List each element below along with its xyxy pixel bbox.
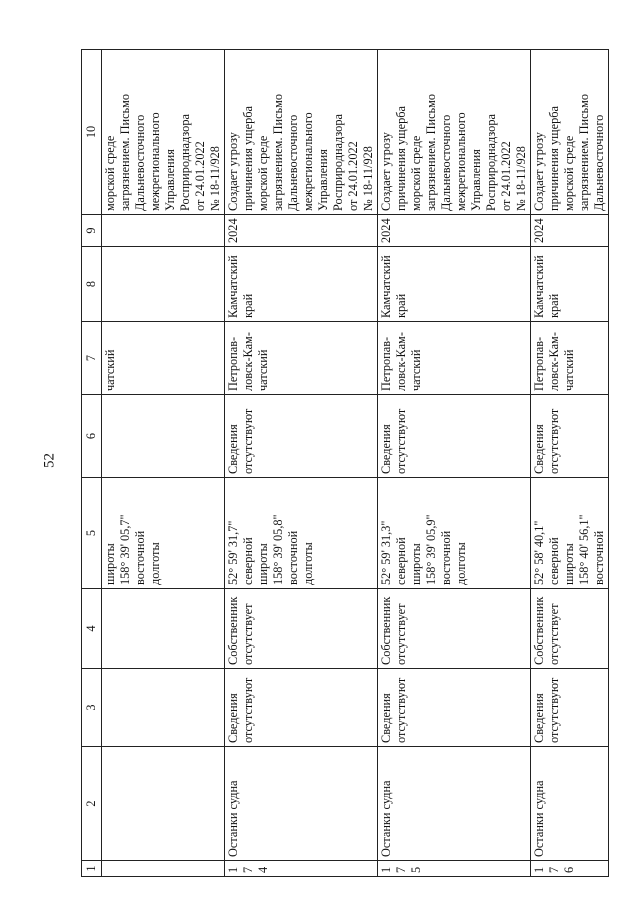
cell-region: Камчатский край: [531, 247, 609, 322]
column-number-row: [82, 50, 102, 877]
cell-number: 176: [531, 861, 609, 877]
cell-region: Камчатский край: [378, 247, 531, 322]
cell-coordinates: 52° 58' 40,1" северной широты 158° 40' 56,1" восточной: [531, 478, 609, 589]
cell-col-3: [102, 669, 225, 747]
cell-owner: Собственник отсутствует: [378, 589, 531, 669]
column-number: 6: [82, 395, 102, 478]
cell-coordinates: широты 158° 39' 05,7" восточной долготы: [102, 478, 225, 589]
table-row: [378, 50, 531, 877]
register-table: [81, 49, 609, 877]
cell-owner: [102, 589, 225, 669]
cell-owner: Собственник отсутствует: [531, 589, 609, 669]
cell-locality: Петропав- ловск-Кам- чатский: [378, 322, 531, 395]
table-row: [531, 50, 609, 877]
column-number: 1: [82, 861, 102, 877]
column-number: 2: [82, 747, 102, 861]
cell-number: 174: [225, 861, 378, 877]
column-number: 10: [82, 50, 102, 215]
cell-year: 2024: [378, 215, 531, 247]
cell-col-6: Сведения отсутствуют: [531, 395, 609, 478]
cell-number: 175: [378, 861, 531, 877]
cell-object-name: Останки судна: [378, 747, 531, 861]
column-number: 3: [82, 669, 102, 747]
cell-number: [102, 861, 225, 877]
cell-col-3: Сведения отсутствуют: [378, 669, 531, 747]
cell-col-6: Сведения отсутствуют: [378, 395, 531, 478]
cell-year: 2024: [225, 215, 378, 247]
register-table-area: [81, 50, 606, 877]
page-number: 52: [41, 453, 58, 468]
cell-col-3: Сведения отсутствуют: [225, 669, 378, 747]
cell-object-name: Останки судна: [225, 747, 378, 861]
cell-object-name: Останки судна: [531, 747, 609, 861]
cell-note: Создает угрозу причинения ущерба морской среде загрязнением. Письмо Дальневосточного: [531, 50, 609, 215]
cell-owner: Собственник отсутствует: [225, 589, 378, 669]
cell-coordinates: 52° 59' 31,7" северной широты 158° 39' 05,8" восточной долготы: [225, 478, 378, 589]
column-number: 7: [82, 322, 102, 395]
cell-col-3: Сведения отсутствуют: [531, 669, 609, 747]
table-row: [225, 50, 378, 877]
cell-col-6: [102, 395, 225, 478]
cell-note: Создает угрозу причинения ущерба морской среде загрязнением. Письмо Дальневосточного межрегионального Управления Росприроднадзора от 24.01.2022 № 18-11/928: [378, 50, 531, 215]
cell-region: [102, 247, 225, 322]
cell-object-name: [102, 747, 225, 861]
cell-region: Камчатский край: [225, 247, 378, 322]
rotated-table-wrapper: [81, 50, 606, 877]
cell-col-6: Сведения отсутствуют: [225, 395, 378, 478]
cell-year: 2024: [531, 215, 609, 247]
column-number: 8: [82, 247, 102, 322]
cell-locality: Петропав- ловск-Кам- чатский: [531, 322, 609, 395]
column-number: 5: [82, 478, 102, 589]
table-row-continued: [102, 50, 225, 877]
column-number: 4: [82, 589, 102, 669]
cell-note: Создает угрозу причинения ущерба морской среде загрязнением. Письмо Дальневосточного межрегионального Управления Росприроднадзора от 24.01.2022 № 18-11/928: [225, 50, 378, 215]
cell-coordinates: 52° 59' 31,3" северной широты 158° 39' 05,9" восточной долготы: [378, 478, 531, 589]
cell-locality: чатский: [102, 322, 225, 395]
cell-locality: Петропав- ловск-Кам- чатский: [225, 322, 378, 395]
cell-note: морской среде загрязнением. Письмо Дальневосточного межрегионального Управления Росприроднадзора от 24.01.2022 № 18-11/928: [102, 50, 225, 215]
cell-year: [102, 215, 225, 247]
column-number: 9: [82, 215, 102, 247]
